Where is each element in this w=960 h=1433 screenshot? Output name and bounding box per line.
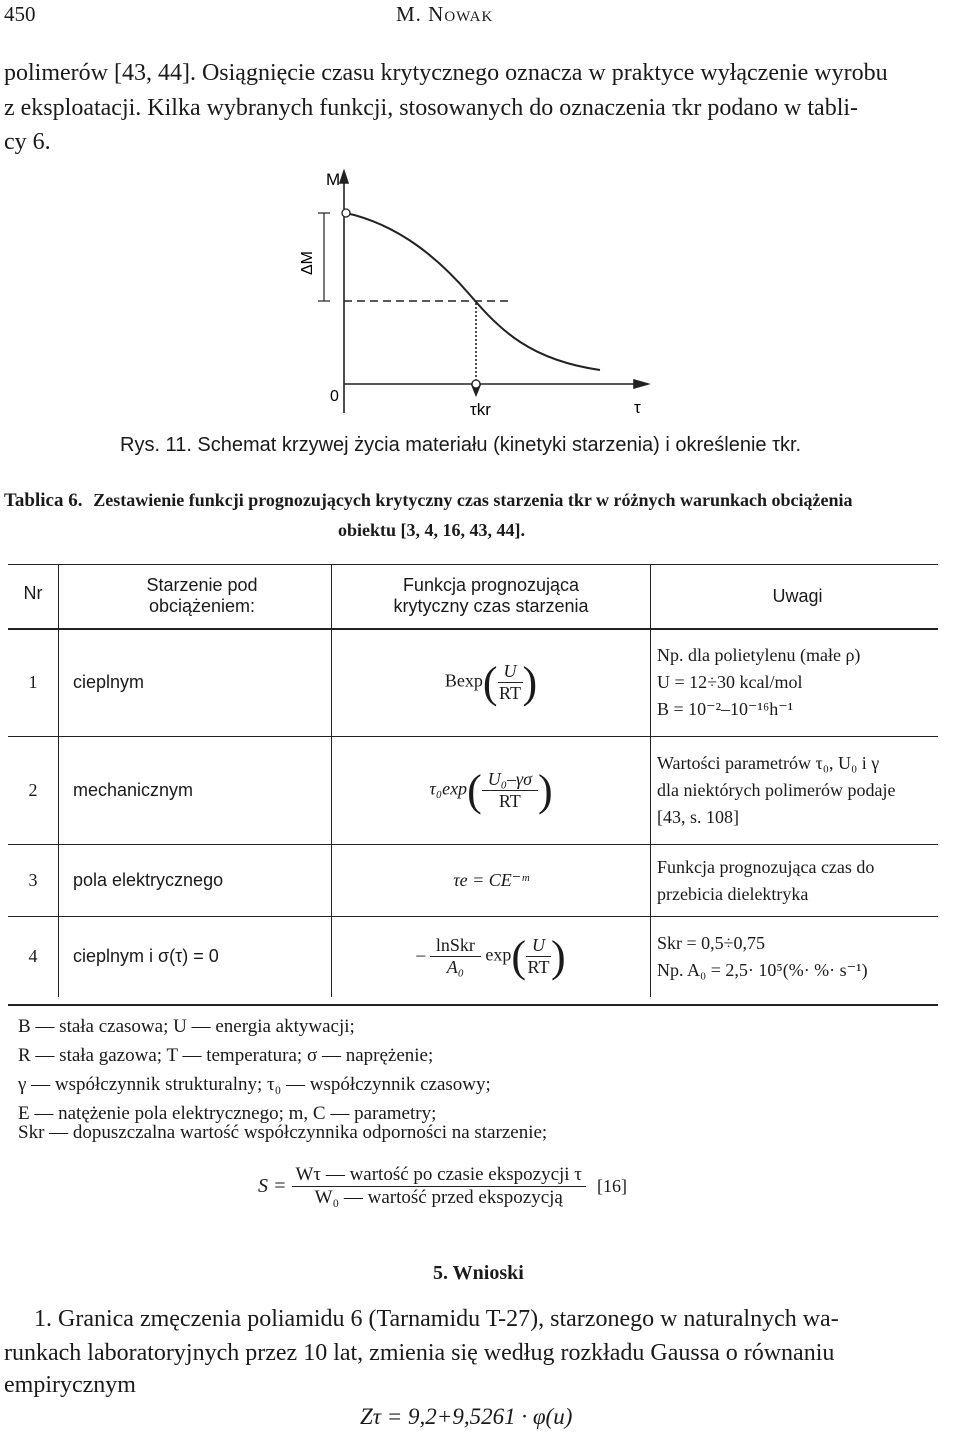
row-remarks: Funkcja prognozująca czas do przebicia dielektryka bbox=[651, 845, 939, 917]
legend-line-5: Skr — dopuszczalna wartość współczynnika odporności na starzenie; bbox=[18, 1122, 548, 1143]
table-row bbox=[8, 917, 938, 997]
life-curve bbox=[346, 213, 600, 370]
table-title-line-1 bbox=[4, 490, 853, 512]
row-function: – $\frac{\text{lnSkr}}{\text{A₀}}$ exp( $\frac{U}{RT}$ ) bbox=[332, 917, 651, 997]
legend-line-4: E — natężenie pola elektrycznego; m, C — parametry; bbox=[18, 1103, 437, 1124]
row-remarks: Skr = 0,5÷0,75 Np. A₀ = 2,5· 10⁵(%· %· s⁻¹) bbox=[657, 932, 868, 980]
life-curve-figure bbox=[290, 165, 670, 435]
functions-table bbox=[8, 564, 938, 997]
s-definition: S = $\frac{\text{Wτ — wartość po czasie ekspozycji τ}}{\text{W₀ — wartość przed ekspozycją}}$ [16] bbox=[258, 1164, 627, 1208]
row-number: 3 bbox=[8, 845, 59, 917]
table-title-line-2: obiektu [3, 4, 16, 43, 44]. bbox=[338, 520, 526, 540]
figure-caption: Rys. 11. Schemat krzywej życia materiału (kinetyki starzenia) i określenie τkr. bbox=[120, 434, 802, 456]
header-nr: Nr bbox=[8, 565, 59, 629]
y-axis-label: M bbox=[326, 170, 341, 189]
table-label: Tablica 6. bbox=[4, 490, 83, 511]
row-number: 1 bbox=[8, 629, 59, 737]
table-row bbox=[8, 845, 938, 917]
tau-kr-label: τkr bbox=[470, 400, 491, 419]
table-title-text: Zestawienie funkcji prognozujących krytyczny czas starzenia tkr w różnych warunkach obciążenia bbox=[93, 490, 853, 510]
header-uwagi: Uwagi bbox=[651, 565, 939, 629]
row-remarks: Wartości parametrów τ₀, U₀ i γ dla niektórych polimerów podaje [43, s. 108] bbox=[651, 737, 939, 845]
row-aging-type: cieplnym i σ(τ) = 0 bbox=[59, 917, 332, 997]
y-axis-arrow bbox=[340, 171, 348, 183]
row-number: 2 bbox=[8, 737, 59, 845]
row-aging-type: mechanicznym bbox=[59, 737, 332, 845]
page-number: 450 bbox=[4, 2, 36, 26]
header-funkcja: Funkcja prognozująca krytyczny czas starzenia bbox=[332, 565, 651, 629]
table-header-row bbox=[8, 565, 938, 629]
delta-m-label: ΔM bbox=[299, 250, 316, 275]
x-axis-arrow bbox=[634, 380, 648, 388]
conclusion-line-1: 1. Granica zmęczenia poliamidu 6 (Tarnamidu T-27), starzonego w naturalnych wa- bbox=[34, 1306, 839, 1332]
table-row bbox=[8, 737, 938, 845]
conclusion-line-2: runkach laboratoryjnych przez 10 lat, zmienia się według rozkładu Gaussa o równaniu bbox=[4, 1340, 835, 1366]
conclusion-equation: Zτ = 9,2+9,5261 · φ(u) bbox=[360, 1404, 573, 1429]
table-row bbox=[8, 629, 938, 737]
intro-line-1: polimerów [43, 44]. Osiągnięcie czasu krytycznego oznacza w praktyce wyłączenie wyrobu bbox=[4, 60, 888, 86]
row-aging-type: pola elektrycznego bbox=[59, 845, 332, 917]
intro-line-2: z eksploatacji. Kilka wybranych funkcji, stosowanych do oznaczenia τkr podano w tabli- bbox=[4, 95, 859, 121]
running-head-author: M. Nowak bbox=[396, 2, 494, 26]
origin-label: 0 bbox=[330, 388, 339, 405]
header-starzenie: Starzenie pod obciążeniem: bbox=[59, 565, 332, 629]
conclusion-line-3: empirycznym bbox=[4, 1372, 136, 1398]
legend-line-1: B — stała czasowa; U — energia aktywacji; bbox=[18, 1016, 355, 1037]
row-number: 4 bbox=[8, 917, 59, 997]
legend-line-2: R — stała gazowa; T — temperatura; σ — naprężenie; bbox=[18, 1045, 434, 1066]
x-axis-label: τ bbox=[634, 398, 641, 417]
row-aging-type: cieplnym bbox=[59, 629, 332, 737]
row-function: τe = CE⁻ᵐ bbox=[332, 845, 651, 917]
section-title: 5. Wnioski bbox=[433, 1262, 524, 1284]
intro-line-3: cy 6. bbox=[4, 129, 51, 155]
table-bottom-rule bbox=[8, 1004, 938, 1006]
row-remarks: Np. dla polietylenu (małe ρ) U = 12÷30 kcal/mol B = 10⁻²–10⁻¹⁶h⁻¹ bbox=[651, 629, 939, 737]
row-function: Bexp( $\frac{U}{RT}$ ) bbox=[332, 629, 651, 737]
row-function: τ₀exp( $\frac{\text{U₀–γσ}}{RT}$ ) bbox=[332, 737, 651, 845]
legend-line-3: γ — współczynnik strukturalny; τ₀ — współczynnik czasowy; bbox=[18, 1074, 491, 1095]
